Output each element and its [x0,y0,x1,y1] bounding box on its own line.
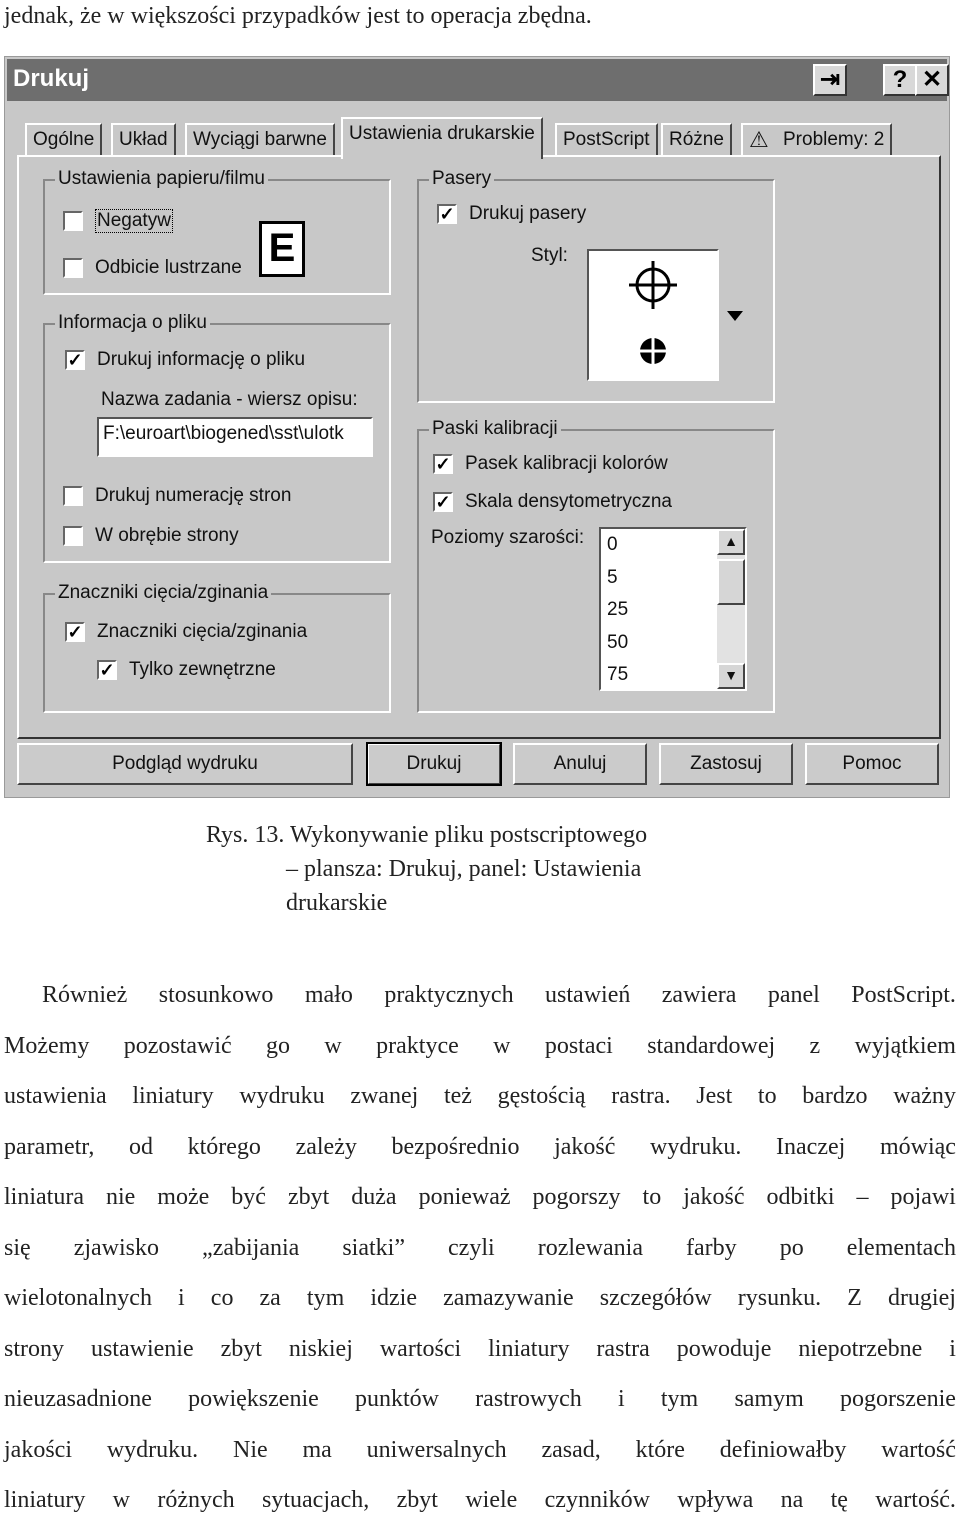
caption-line-2: – plansza: Drukuj, panel: Ustawienia [286,856,642,882]
paragraph-line: wielotonalnych i co za tym idzie zamazywanie szczegółów rysunku. Z drugiej [4,1285,956,1311]
tab-general[interactable]: Ogólne [25,123,102,157]
list-scrollbar[interactable] [717,529,745,689]
list-item[interactable]: 50 [607,631,629,653]
mirror-label: Odbicie lustrzane [95,257,242,278]
within-page-label: W obrębie strony [95,525,239,546]
paragraph-line: nieuzasadnione powiększenie punktów rastrowych i tym samym pogorszenie [4,1386,956,1412]
group-registration-legend: Pasery [429,168,494,190]
tab-misc[interactable]: Różne [661,123,732,157]
job-name-label: Nazwa zadania - wiersz opisu: [101,389,358,410]
densitometer-checkbox[interactable] [433,491,672,513]
crop-marks-checkbox[interactable] [65,621,307,643]
paragraph-line: liniatura nie może być zbyt duża ponieważ pogorszy to jakość odbitki – pojawi [4,1184,956,1210]
densitometer-check[interactable]: ✓ [433,492,453,512]
paragraph-line: strony ustawienie zbyt niskiej wartości liniatury rastra powoduje niepotrzebne i [4,1335,956,1362]
within-page-checkbox[interactable] [63,525,239,547]
close-button[interactable]: ✕ [915,64,949,96]
tab-problems[interactable] [741,123,892,157]
negative-label: Negatyw [97,210,171,231]
warning-icon: ⚠ [749,127,769,152]
exterior-only-check[interactable]: ✓ [97,660,117,680]
group-crop-legend: Znaczniki cięcia/zginania [55,582,271,604]
print-registration-label: Drukuj pasery [469,203,587,224]
densitometer-label: Skala densytometryczna [465,491,672,512]
group-crop-marks [43,582,391,713]
tab-separations[interactable]: Wyciągi barwne [185,123,335,157]
paragraph-line: parametr, od którego zależy bezpośrednio jakość wydruku. Inaczej mówiąc [4,1133,956,1160]
gray-levels-label: Poziomy szarości: [431,527,585,548]
list-item[interactable]: 25 [607,599,629,620]
list-item[interactable]: 0 [607,534,618,555]
group-calibration [417,418,775,713]
crop-marks-label: Znaczniki cięcia/zginania [97,621,308,642]
top-text-line: jednak, że w większości przypadków jest to operacja zbędna. [4,3,592,29]
paragraph-line: jakości wydruku. Nie ma uniwersalnych zasad, które definiowałby wartość [4,1436,956,1463]
paragraph-line: Możemy pozostawić go w praktyce w postaci standardowej z wyjątkiem [4,1032,956,1059]
print-preview-button[interactable]: Podgląd wydruku [17,743,353,785]
tab-panel [17,155,941,739]
list-item[interactable]: 5 [607,566,618,588]
gray-levels-list[interactable] [599,527,747,691]
print-file-info-label: Drukuj informację o pliku [97,349,306,370]
color-bar-label: Pasek kalibracji kolorów [465,453,668,474]
paragraph-line: ustawienia liniatury wydruku zwanej też gęstością rastra. Jest to bardzo ważny [4,1083,956,1109]
paragraph-line: liniatury w różnych sytuacjach, zbyt wiele czynników wpływa na tę wartość. [4,1487,956,1513]
scroll-down-icon[interactable]: ▼ [717,663,745,689]
style-label: Styl: [531,245,568,266]
page-numbers-checkbox[interactable] [63,485,291,507]
tab-layout[interactable]: Układ [111,123,176,157]
list-item[interactable]: 75 [607,664,629,685]
negative-check-box[interactable] [63,211,83,231]
mirror-check-box[interactable] [63,258,83,278]
group-paper-film [43,168,391,295]
cancel-button[interactable]: Anuluj [513,743,647,785]
print-dialog [4,56,950,798]
registration-style-select[interactable] [587,249,719,381]
group-file-info [43,312,391,563]
group-paper-legend: Ustawienia papieru/filmu [55,168,268,190]
within-page-check[interactable] [63,526,83,546]
print-file-info-checkbox[interactable] [65,349,305,371]
dialog-title: Drukuj [13,65,90,92]
help-icon-button[interactable]: ? [883,64,917,96]
scroll-up-icon[interactable]: ▲ [717,529,745,555]
exterior-only-checkbox[interactable] [97,659,276,681]
page-numbers-label: Drukuj numerację stron [95,485,292,506]
paragraph-line: się zjawisko „zabijania siatki” czyli rozlewania farby po elementach [4,1234,956,1261]
print-registration-check[interactable]: ✓ [437,204,457,224]
exterior-only-label: Tylko zewnętrzne [129,659,276,680]
color-bar-checkbox[interactable] [433,453,668,475]
chevron-down-icon[interactable] [727,311,743,321]
apply-button[interactable]: Zastosuj [659,743,793,785]
crosshair-icon [629,261,677,309]
tab-problems-label: Problemy: 2 [783,129,885,150]
group-registration [417,168,775,403]
dialog-titlebar [7,59,947,101]
document-preview-icon: E [259,221,305,277]
registration-mark-preview [589,251,717,379]
tab-prepress-settings[interactable]: Ustawienia drukarskie [341,117,543,159]
filled-target-icon [637,335,669,367]
print-file-info-check[interactable]: ✓ [65,350,85,370]
scroll-thumb[interactable] [717,559,745,605]
group-file-info-legend: Informacja o pliku [55,312,210,334]
negative-checkbox[interactable] [63,209,173,233]
job-name-input[interactable]: F:\euroart\biogened\sst\ulotk [97,417,373,457]
tab-strip [15,117,941,157]
crop-marks-check[interactable]: ✓ [65,622,85,642]
print-registration-checkbox[interactable] [437,203,586,225]
print-button[interactable]: Drukuj [367,743,501,785]
mirror-checkbox[interactable] [63,257,242,279]
body-paragraph [4,970,956,1526]
group-calibration-legend: Paski kalibracji [429,418,561,440]
caption-line-1: Rys. 13. Wykonywanie pliku postscriptowego [206,822,648,848]
whats-this-button[interactable]: ⇥ [813,64,847,96]
caption-line-3: drukarskie [286,890,388,916]
help-button[interactable]: Pomoc [805,743,939,785]
page-numbers-check[interactable] [63,486,83,506]
tab-postscript[interactable]: PostScript [555,123,658,157]
paragraph-line: Również stosunkowo mało praktycznych ustawień zawiera panel PostScript. [42,982,956,1008]
color-bar-check[interactable]: ✓ [433,454,453,474]
dialog-button-row [17,743,941,791]
